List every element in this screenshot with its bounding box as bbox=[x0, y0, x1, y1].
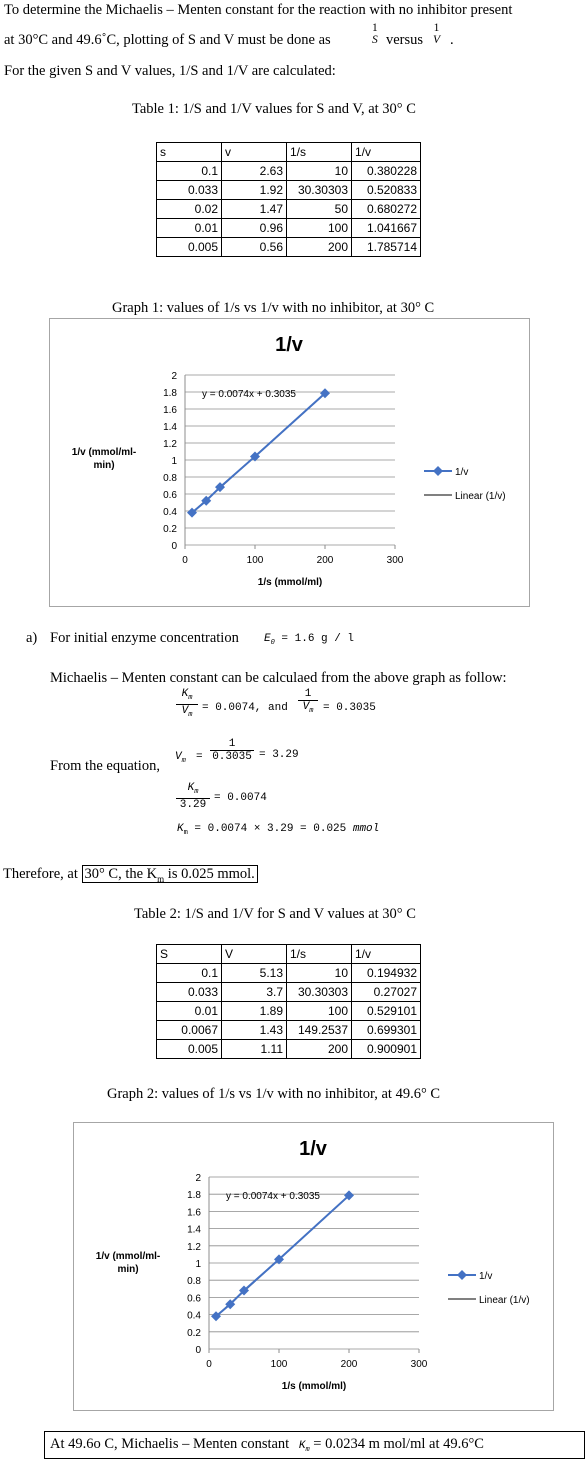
intro-line-2-end: . bbox=[450, 32, 454, 48]
y-axis-title: 1/v (mmol/ml-min) bbox=[71, 447, 137, 471]
header-cell: 1/v bbox=[352, 945, 421, 964]
table-cell: 10 bbox=[287, 162, 352, 181]
eq4-num-sub: m bbox=[194, 788, 199, 797]
table1-caption: Table 1: 1/S and 1/V values for S and V, at 30° C bbox=[132, 101, 416, 117]
fraction-1-over-s bbox=[370, 22, 380, 46]
eq1-den-sub: m bbox=[188, 711, 193, 720]
conclusion-2-box bbox=[44, 1431, 585, 1459]
y-tick-label: 1.2 bbox=[163, 439, 177, 450]
eq3-lhs-sub: m bbox=[181, 757, 186, 766]
eq1-fraction bbox=[176, 688, 198, 721]
table-cell: 0.96 bbox=[222, 219, 287, 238]
conclusion-2-k-letter: K bbox=[298, 1440, 306, 1452]
y-tick-label: 0.2 bbox=[187, 1327, 201, 1339]
eq4-fraction bbox=[176, 782, 210, 811]
table-row bbox=[157, 162, 421, 181]
header-cell: v bbox=[222, 143, 287, 162]
table-cell: 3.7 bbox=[222, 983, 287, 1002]
x-tick-label: 100 bbox=[270, 1359, 288, 1370]
table-row bbox=[157, 1040, 421, 1059]
y-tick-label: 0.8 bbox=[163, 473, 177, 484]
y-tick-label: 1 bbox=[195, 1259, 201, 1270]
y-tick-label: 2 bbox=[171, 371, 177, 382]
table-cell: 0.1 bbox=[157, 964, 222, 983]
fraction-numerator: 1 bbox=[433, 22, 440, 34]
intro-line-2-text: at 30°C and 49.6˚C, plotting of S and V must be done as bbox=[4, 32, 331, 48]
table2 bbox=[156, 944, 421, 1059]
conclusion-2 bbox=[50, 1436, 484, 1454]
graph1-caption: Graph 1: values of 1/s vs 1/v with no inhibitor, at 30° C bbox=[112, 300, 435, 316]
table-cell: 1.92 bbox=[222, 181, 287, 200]
eq5-lhs-sub: m bbox=[183, 829, 188, 838]
header-cell: 1/v bbox=[352, 143, 421, 162]
e0-symbol bbox=[264, 633, 354, 647]
table-row bbox=[157, 964, 421, 983]
table-row bbox=[157, 181, 421, 200]
eq3-equals: = bbox=[196, 751, 203, 763]
chart-1-svg bbox=[50, 319, 529, 606]
eq2-fraction bbox=[298, 688, 318, 717]
fraction-denominator: V bbox=[433, 34, 441, 46]
eq2-numerator: 1 bbox=[304, 688, 312, 700]
eq3-lhs bbox=[175, 751, 186, 765]
y-tick-label: 0.4 bbox=[187, 1310, 201, 1322]
legend-trendline-label: Linear (1/v) bbox=[455, 491, 506, 502]
fraction-1-over-v bbox=[431, 22, 442, 46]
x-tick-label: 0 bbox=[206, 1359, 212, 1370]
header-cell: s bbox=[157, 143, 222, 162]
table-cell: 100 bbox=[287, 219, 352, 238]
table1 bbox=[156, 142, 421, 257]
header-cell: V bbox=[222, 945, 287, 964]
eq1-denominator bbox=[176, 704, 198, 721]
table-cell: 1.89 bbox=[222, 1002, 287, 1021]
header-cell: 1/s bbox=[287, 143, 352, 162]
table-cell: 0.033 bbox=[157, 181, 222, 200]
y-tick-label: 1.2 bbox=[187, 1241, 201, 1253]
chart-title: 1/v bbox=[299, 1138, 327, 1160]
graph2-caption: Graph 2: values of 1/s vs 1/v with no inhibitor, at 49.6° C bbox=[107, 1086, 441, 1102]
y-axis-title: 1/v (mmol/ml-min) bbox=[95, 1251, 161, 1275]
eq2-rhs: = 0.3035 bbox=[323, 702, 376, 714]
eq1-numerator bbox=[176, 688, 198, 704]
table-cell: 0.680272 bbox=[352, 200, 421, 219]
fraction-denominator: S bbox=[372, 34, 378, 46]
table-cell: 1.785714 bbox=[352, 238, 421, 257]
from-equation-text: From the equation, bbox=[50, 758, 160, 774]
legend-series-marker bbox=[457, 1270, 467, 1280]
eq5-unit: mmol bbox=[352, 823, 380, 835]
y-tick-label: 1.4 bbox=[163, 422, 177, 433]
eq3-rhs: = 3.29 bbox=[259, 749, 299, 761]
trendline-equation: y = 0.0074x + 0.3035 bbox=[226, 1191, 320, 1202]
eq1-rhs: = 0.0074, and bbox=[202, 702, 288, 714]
x-tick-label: 0 bbox=[182, 555, 188, 566]
y-tick-label: 1.6 bbox=[187, 1207, 201, 1219]
eq3-fraction bbox=[210, 738, 254, 763]
y-tick-label: 0 bbox=[171, 541, 177, 552]
intro-line-1: To determine the Michaelis – Menten constant for the reaction with no inhibitor present bbox=[4, 2, 513, 18]
table-row bbox=[157, 219, 421, 238]
eq2-den-sub: m bbox=[309, 707, 314, 716]
chart-2-svg bbox=[74, 1123, 553, 1410]
conclusion-2-k bbox=[298, 1440, 310, 1455]
table-cell: 1.47 bbox=[222, 200, 287, 219]
eq4-rhs: = 0.0074 bbox=[214, 792, 267, 804]
table-cell: 0.0067 bbox=[157, 1021, 222, 1040]
table-cell: 200 bbox=[287, 1040, 352, 1059]
table-cell: 0.380228 bbox=[352, 162, 421, 181]
table-cell: 0.27027 bbox=[352, 983, 421, 1002]
table-cell: 1.11 bbox=[222, 1040, 287, 1059]
series-line bbox=[192, 393, 325, 512]
table-cell: 149.2537 bbox=[287, 1021, 352, 1040]
header-cell: S bbox=[157, 945, 222, 964]
y-tick-label: 1.4 bbox=[187, 1224, 201, 1236]
y-tick-label: 0 bbox=[195, 1345, 201, 1356]
y-tick-label: 0.4 bbox=[163, 507, 177, 518]
y-tick-label: 1.8 bbox=[163, 388, 177, 399]
table-cell: 1.041667 bbox=[352, 219, 421, 238]
table-cell: 2.63 bbox=[222, 162, 287, 181]
table-cell: 1.43 bbox=[222, 1021, 287, 1040]
table-cell: 100 bbox=[287, 1002, 352, 1021]
conclusion-1-boxed-text: 30° C, the K bbox=[84, 866, 158, 882]
table-cell: 0.02 bbox=[157, 200, 222, 219]
table-header-row bbox=[157, 143, 421, 162]
table-cell: 0.699301 bbox=[352, 1021, 421, 1040]
eq3-denominator: 0.3035 bbox=[210, 750, 254, 763]
table-cell: 200 bbox=[287, 238, 352, 257]
conclusion-1-km-sub: m bbox=[157, 873, 165, 884]
table-cell: 0.520833 bbox=[352, 181, 421, 200]
table-cell: 0.1 bbox=[157, 162, 222, 181]
e0-subscript: 0 bbox=[270, 639, 275, 648]
table-cell: 50 bbox=[287, 200, 352, 219]
e0-letter: E bbox=[264, 633, 271, 645]
trendline-equation: y = 0.0074x + 0.3035 bbox=[202, 389, 296, 400]
table-row bbox=[157, 1021, 421, 1040]
x-tick-label: 100 bbox=[246, 555, 264, 566]
part-a-label: a) bbox=[26, 630, 38, 646]
table-cell: 0.529101 bbox=[352, 1002, 421, 1021]
eq1-num-sub: m bbox=[188, 694, 193, 703]
table-cell: 0.033 bbox=[157, 983, 222, 1002]
x-tick-label: 300 bbox=[386, 555, 404, 566]
conclusion-1-boxed bbox=[82, 865, 258, 883]
table-cell: 0.56 bbox=[222, 238, 287, 257]
table-header-row bbox=[157, 945, 421, 964]
y-tick-label: 0.6 bbox=[163, 490, 177, 501]
table-cell: 0.005 bbox=[157, 1040, 222, 1059]
eq2-den-v: V bbox=[302, 701, 310, 713]
x-axis-title: 1/s (mmol/ml) bbox=[281, 1381, 347, 1392]
conclusion-1-boxed-end: is 0.025 mmol. bbox=[164, 866, 255, 882]
conclusion-1 bbox=[3, 866, 258, 884]
table-cell: 5.13 bbox=[222, 964, 287, 983]
eq1-num-k: K bbox=[181, 688, 189, 700]
table2-caption: Table 2: 1/S and 1/V for S and V values at 30° C bbox=[134, 906, 416, 922]
chart-1 bbox=[49, 318, 530, 607]
intro-line-3: For the given S and V values, 1/S and 1/V are calculated: bbox=[4, 63, 336, 79]
michaelis-line: Michaelis – Menten constant can be calculaed from the above graph as follow: bbox=[50, 670, 507, 686]
conclusion-1-prefix: Therefore, at bbox=[3, 866, 82, 882]
eq3-numerator: 1 bbox=[228, 738, 236, 750]
y-tick-label: 1.8 bbox=[187, 1190, 201, 1202]
y-tick-label: 2 bbox=[195, 1173, 201, 1184]
legend-series-label: 1/v bbox=[479, 1271, 493, 1282]
table-cell: 0.01 bbox=[157, 219, 222, 238]
y-tick-label: 0.2 bbox=[163, 524, 177, 535]
table-row bbox=[157, 983, 421, 1002]
fraction-numerator: 1 bbox=[372, 22, 378, 34]
conclusion-2-text-a: At 49.6o C, Michaelis – Menten constant bbox=[50, 1436, 290, 1452]
x-tick-label: 200 bbox=[340, 1359, 358, 1370]
x-tick-label: 300 bbox=[410, 1359, 428, 1370]
header-cell: 1/s bbox=[287, 945, 352, 964]
legend-series-label: 1/v bbox=[455, 467, 469, 478]
table-cell: 0.01 bbox=[157, 1002, 222, 1021]
table-cell: 0.900901 bbox=[352, 1040, 421, 1059]
legend-series-marker bbox=[433, 466, 443, 476]
eq1-den-v: V bbox=[181, 705, 189, 718]
y-tick-label: 1 bbox=[171, 456, 177, 467]
part-a-text: For initial enzyme concentration bbox=[50, 630, 239, 646]
eq4-denominator: 3.29 bbox=[176, 798, 210, 811]
e0-value: = 1.6 g / l bbox=[281, 633, 355, 645]
table-cell: 30.30303 bbox=[287, 181, 352, 200]
table-cell: 30.30303 bbox=[287, 983, 352, 1002]
eq4-num-k: K bbox=[187, 782, 195, 794]
eq4-numerator bbox=[176, 782, 210, 798]
legend-trendline-label: Linear (1/v) bbox=[479, 1295, 530, 1306]
eq3-lhs-v: V bbox=[175, 751, 182, 763]
eq5-rhs: = 0.0074 × 3.29 = 0.025 bbox=[194, 823, 347, 835]
table-row bbox=[157, 1002, 421, 1021]
versus-text: versus bbox=[386, 32, 424, 48]
conclusion-2-k-sub: m bbox=[305, 1446, 310, 1455]
y-tick-label: 0.8 bbox=[187, 1276, 201, 1288]
conclusion-2-text-b: = 0.0234 m mol/ml at 49.6°C bbox=[313, 1436, 484, 1452]
chart-2 bbox=[73, 1122, 554, 1411]
eq5-lhs-k: K bbox=[177, 823, 184, 835]
intro-line-2 bbox=[4, 32, 331, 49]
table-cell: 0.194932 bbox=[352, 964, 421, 983]
x-tick-label: 200 bbox=[316, 555, 334, 566]
series-line bbox=[216, 1195, 349, 1316]
eq5 bbox=[177, 823, 379, 837]
y-tick-label: 0.6 bbox=[187, 1293, 201, 1305]
table-row bbox=[157, 200, 421, 219]
table-row bbox=[157, 238, 421, 257]
table-cell: 10 bbox=[287, 964, 352, 983]
y-tick-label: 1.6 bbox=[163, 405, 177, 416]
chart-title: 1/v bbox=[275, 334, 303, 356]
x-axis-title: 1/s (mmol/ml) bbox=[257, 577, 323, 588]
table-cell: 0.005 bbox=[157, 238, 222, 257]
eq2-denominator bbox=[298, 700, 318, 717]
